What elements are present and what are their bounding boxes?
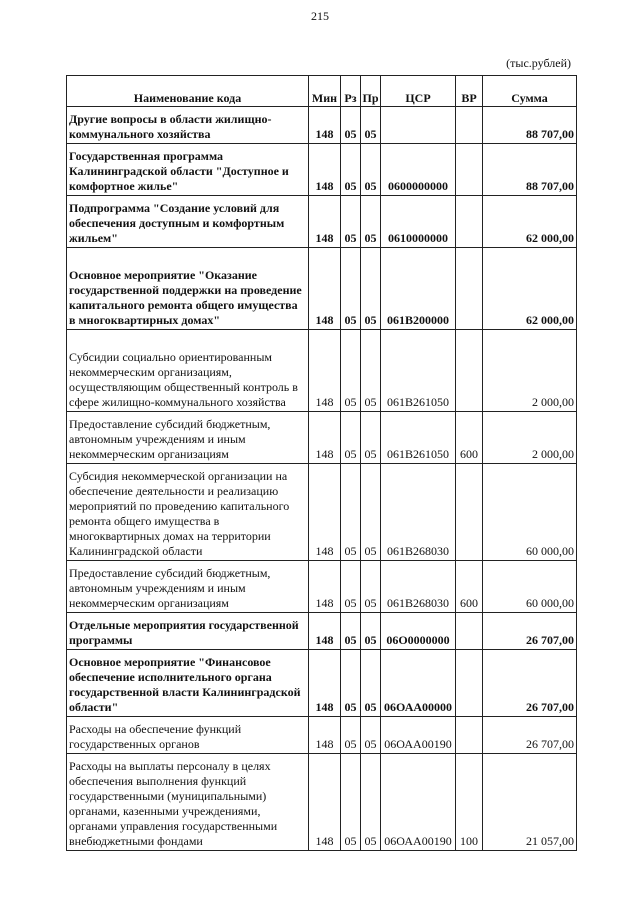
row-csr-cell: 06ОАА00000 [381, 650, 456, 717]
row-vr-cell [456, 650, 483, 717]
row-pr-cell: 05 [361, 754, 381, 851]
row-rz-cell: 05 [341, 650, 361, 717]
row-pr-cell: 05 [361, 196, 381, 248]
row-name-cell: Субсидия некоммерческой организации на обеспечение деятельности и реализацию мероприятий по проведению капитального ремонта общего имущества в многоквартирных домах на территории Калининградской области [67, 464, 309, 561]
row-vr-cell: 600 [456, 412, 483, 464]
row-name-cell: Основное мероприятие "Финансовое обеспечение исполнительного органа государственной власти Калининградской области" [67, 650, 309, 717]
row-sum-cell: 26 707,00 [483, 717, 577, 754]
table-header-row [67, 76, 577, 107]
table-row [67, 613, 577, 650]
row-pr-cell: 05 [361, 561, 381, 613]
row-sum-cell: 60 000,00 [483, 464, 577, 561]
header-name: Наименование кода [67, 76, 309, 107]
table-row [67, 754, 577, 851]
row-vr-cell [456, 330, 483, 412]
row-csr-cell: 06ОАА00190 [381, 717, 456, 754]
row-rz-cell: 05 [341, 330, 361, 412]
row-rz-cell: 05 [341, 248, 361, 330]
row-name-cell: Другие вопросы в области жилищно-коммунального хозяйства [67, 107, 309, 144]
header-min: Мин [309, 76, 341, 107]
row-pr-cell: 05 [361, 144, 381, 196]
row-vr-cell: 100 [456, 754, 483, 851]
row-vr-cell [456, 248, 483, 330]
row-min-cell: 148 [309, 613, 341, 650]
row-csr-cell: 06ОАА00190 [381, 754, 456, 851]
row-min-cell: 148 [309, 464, 341, 561]
header-sum: Сумма [483, 76, 577, 107]
row-name-cell: Расходы на обеспечение функций государственных органов [67, 717, 309, 754]
row-vr-cell [456, 144, 483, 196]
row-vr-cell [456, 464, 483, 561]
row-csr-cell: 061В200000 [381, 248, 456, 330]
row-min-cell: 148 [309, 107, 341, 144]
row-rz-cell: 05 [341, 613, 361, 650]
row-name-cell: Расходы на выплаты персоналу в целях обеспечения выполнения функций государственными (муниципальными) органами, казенными учреждениями, органами управления государственными внебюджетными фондами [67, 754, 309, 851]
row-csr-cell: 0610000000 [381, 196, 456, 248]
row-name-cell: Подпрограмма "Создание условий для обеспечения доступным и комфортным жильем" [67, 196, 309, 248]
row-pr-cell: 05 [361, 464, 381, 561]
table-row [67, 412, 577, 464]
row-csr-cell: 061В268030 [381, 464, 456, 561]
row-rz-cell: 05 [341, 107, 361, 144]
row-sum-cell: 2 000,00 [483, 330, 577, 412]
table-row [67, 196, 577, 248]
row-pr-cell: 05 [361, 650, 381, 717]
row-min-cell: 148 [309, 650, 341, 717]
row-pr-cell: 05 [361, 107, 381, 144]
table-row [67, 650, 577, 717]
row-sum-cell: 62 000,00 [483, 248, 577, 330]
row-min-cell: 148 [309, 754, 341, 851]
header-csr: ЦСР [381, 76, 456, 107]
header-pr: Пр [361, 76, 381, 107]
row-name-cell: Предоставление субсидий бюджетным, автономным учреждениям и иным некоммерческим организациям [67, 412, 309, 464]
units-label: (тыс.рублей) [506, 56, 571, 70]
row-vr-cell: 600 [456, 561, 483, 613]
row-rz-cell: 05 [341, 717, 361, 754]
row-rz-cell: 05 [341, 144, 361, 196]
row-min-cell: 148 [309, 330, 341, 412]
row-pr-cell: 05 [361, 717, 381, 754]
row-min-cell: 148 [309, 196, 341, 248]
row-min-cell: 148 [309, 717, 341, 754]
row-rz-cell: 05 [341, 196, 361, 248]
budget-table [66, 75, 577, 851]
table-row [67, 717, 577, 754]
row-name-cell: Отдельные мероприятия государственной программы [67, 613, 309, 650]
row-csr-cell: 061В261050 [381, 330, 456, 412]
row-csr-cell [381, 107, 456, 144]
row-min-cell: 148 [309, 412, 341, 464]
row-sum-cell: 26 707,00 [483, 650, 577, 717]
row-rz-cell: 05 [341, 754, 361, 851]
row-pr-cell: 05 [361, 248, 381, 330]
header-vr: ВР [456, 76, 483, 107]
row-name-cell: Государственная программа Калининградской области "Доступное и комфортное жилье" [67, 144, 309, 196]
row-name-cell: Основное мероприятие "Оказание государственной поддержки на проведение капитального ремонта общего имущества в многоквартирных домах" [67, 248, 309, 330]
row-vr-cell [456, 196, 483, 248]
row-min-cell: 148 [309, 248, 341, 330]
row-sum-cell: 60 000,00 [483, 561, 577, 613]
row-pr-cell: 05 [361, 613, 381, 650]
page-number: 215 [311, 9, 329, 23]
table-row [67, 107, 577, 144]
table-row [67, 144, 577, 196]
row-sum-cell: 26 707,00 [483, 613, 577, 650]
row-csr-cell: 061В268030 [381, 561, 456, 613]
row-csr-cell: 061В261050 [381, 412, 456, 464]
row-rz-cell: 05 [341, 561, 361, 613]
table-row [67, 464, 577, 561]
row-pr-cell: 05 [361, 330, 381, 412]
row-min-cell: 148 [309, 561, 341, 613]
table-row [67, 561, 577, 613]
table-row [67, 248, 577, 330]
row-name-cell: Субсидии социально ориентированным некоммерческим организациям, осуществляющим общественный контроль в сфере жилищно-коммунального хозяйства [67, 330, 309, 412]
table-row [67, 330, 577, 412]
row-sum-cell: 2 000,00 [483, 412, 577, 464]
row-vr-cell [456, 717, 483, 754]
header-rz: Рз [341, 76, 361, 107]
row-pr-cell: 05 [361, 412, 381, 464]
row-rz-cell: 05 [341, 412, 361, 464]
row-name-cell: Предоставление субсидий бюджетным, автономным учреждениям и иным некоммерческим организациям [67, 561, 309, 613]
row-csr-cell: 0600000000 [381, 144, 456, 196]
row-min-cell: 148 [309, 144, 341, 196]
row-vr-cell [456, 613, 483, 650]
row-sum-cell: 88 707,00 [483, 144, 577, 196]
row-rz-cell: 05 [341, 464, 361, 561]
row-sum-cell: 21 057,00 [483, 754, 577, 851]
row-sum-cell: 88 707,00 [483, 107, 577, 144]
row-csr-cell: 06О0000000 [381, 613, 456, 650]
row-vr-cell [456, 107, 483, 144]
row-sum-cell: 62 000,00 [483, 196, 577, 248]
